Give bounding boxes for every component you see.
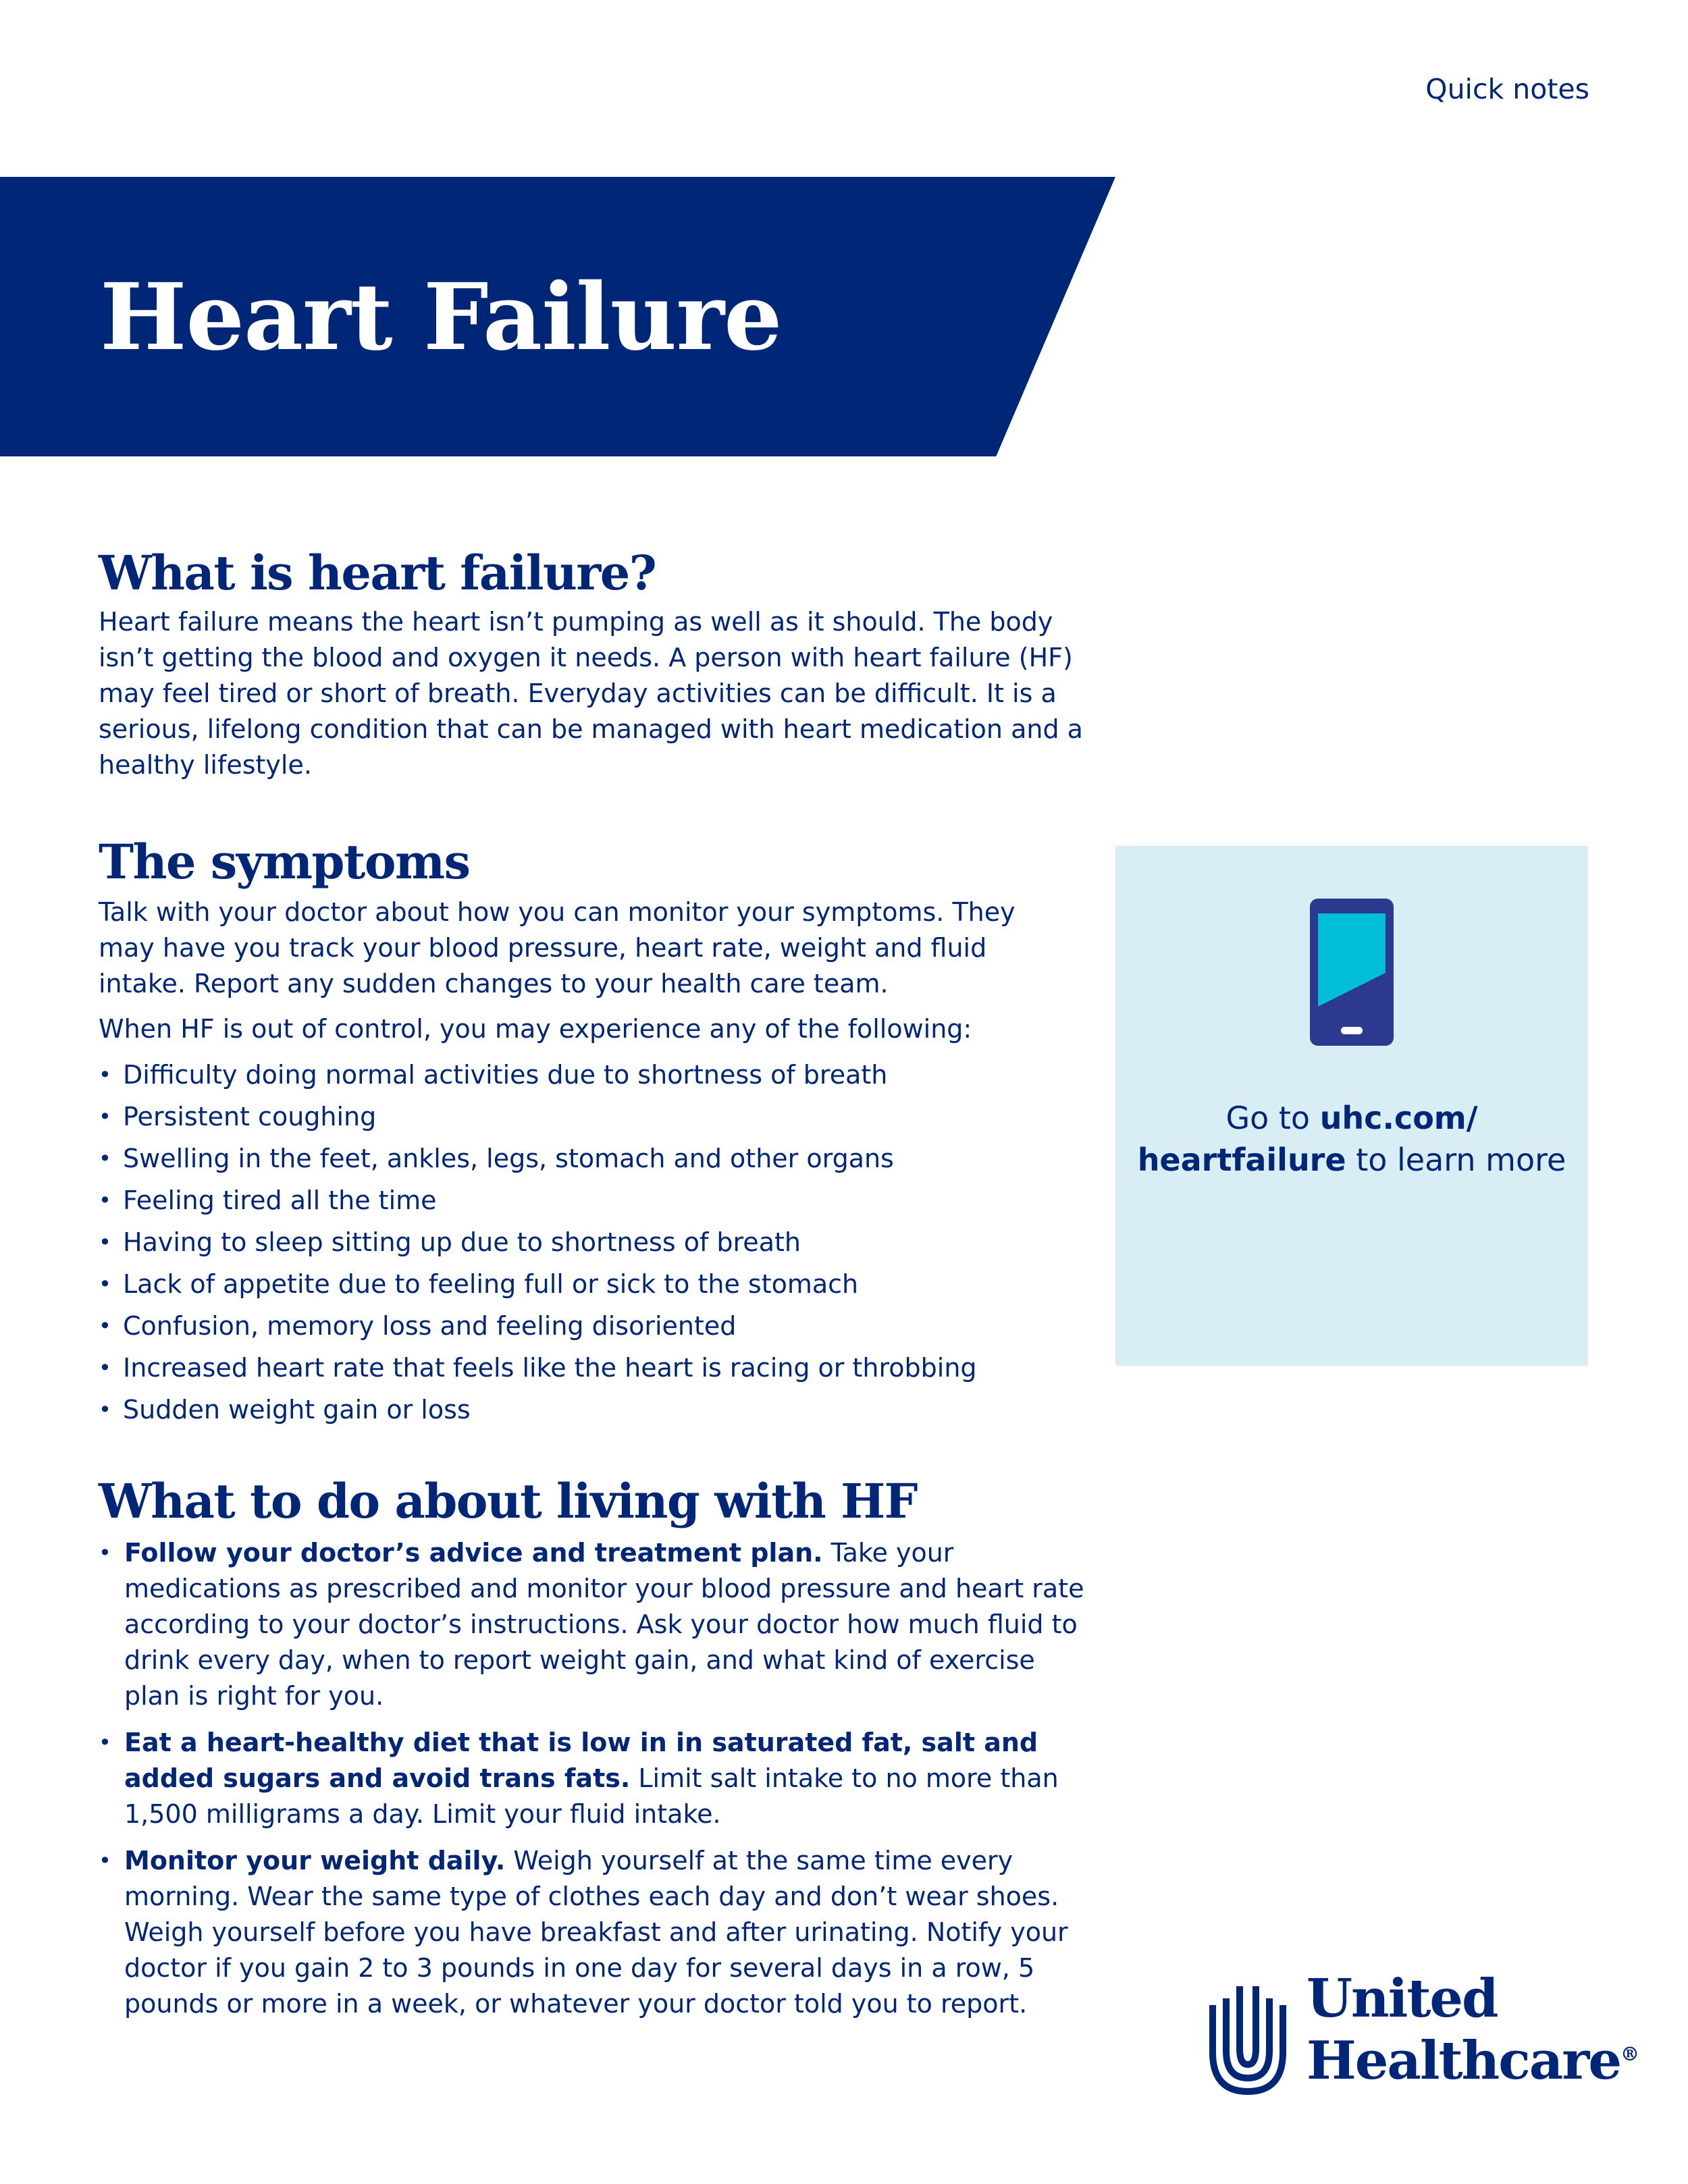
unitedhealthcare-logo <box>1209 1968 1638 2100</box>
advice-bold: Eat a heart-healthy diet that is low in in saturated fat, salt and added sugars and avoid trans fats. <box>124 1728 1038 1793</box>
list-item: • Having to sleep sitting up due to shortness of breath <box>99 1221 1078 1263</box>
callout-link-part2[interactable]: heartfailure <box>1137 1142 1346 1178</box>
advice-text: Limit salt intake to no more than 1,500 milligrams a day. Limit your fluid intake. <box>124 1763 1059 1829</box>
advice-bold: Monitor your weight daily. <box>124 1846 506 1875</box>
callout-text <box>1115 1097 1588 1181</box>
list-item: • Swelling in the feet, ankles, legs, stomach and other organs <box>99 1138 1078 1179</box>
list-item: • Lack of appetite due to feeling full or sick to the stomach <box>99 1263 1078 1305</box>
section-body: Heart failure means the heart isn’t pumping as well as it should. The body isn’t getting the blood and oxygen it needs. A person with heart failure (HF) may feel tired or short of breath. Everyday activities can be difficult. It is a serious, lifelong condition that can be managed with heart medication and a healthy lifestyle. <box>99 607 1083 780</box>
logo-line2-text: Healthcare <box>1307 2030 1620 2092</box>
logo-line2 <box>1307 2027 1638 2092</box>
list-item: • Increased heart rate that feels like the heart is racing or throbbing <box>99 1347 1078 1389</box>
list-item: • Confusion, memory loss and feeling disoriented <box>99 1305 1078 1347</box>
callout-suffix: to learn more <box>1346 1142 1566 1178</box>
section-living-with-hf <box>99 1475 1084 2033</box>
registered-mark: ® <box>1620 2043 1638 2065</box>
advice-bold: Follow your doctor’s advice and treatment plan. <box>124 1538 823 1568</box>
quick-notes-label: Quick notes <box>1425 73 1589 105</box>
logo-line1: United <box>1307 1968 1498 2029</box>
smartphone-icon <box>1310 899 1394 1046</box>
advice-text: Weigh yourself at the same time every morning. Wear the same type of clothes each day and don’t wear shoes. Weigh yourself before you have breakfast and after urinating. Notify your doctor if you gain 2 to 3 pounds in one day for several days in a row, 5 pounds or more in a week, or whatever your doctor told you to report. <box>124 1846 1068 2019</box>
callout-prefix: Go to <box>1225 1100 1320 1136</box>
section-what-is-hf <box>99 547 1084 783</box>
section-heading: What is heart failure? <box>99 545 656 601</box>
symptoms-when: When HF is out of control, you may experience any of the following: <box>99 1014 972 1044</box>
symptoms-intro: Talk with your doctor about how you can monitor your symptoms. They may have you track your blood pressure, heart rate, weight and fluid intake. Report any sudden changes to your health care team. <box>99 897 1016 998</box>
list-item: • Feeling tired all the time <box>99 1179 1078 1221</box>
advice-list <box>99 1535 1084 2022</box>
list-item: • Difficulty doing normal activities due to shortness of breath <box>99 1054 1078 1096</box>
list-item <box>99 1535 1084 1714</box>
page-title: Heart Failure <box>100 263 782 371</box>
list-item <box>99 1843 1084 2022</box>
symptoms-list <box>99 1054 1078 1431</box>
section-symptoms <box>99 836 1078 1431</box>
logo-wordmark <box>1307 1968 1638 2092</box>
list-item: • Sudden weight gain or loss <box>99 1389 1078 1431</box>
list-item: • Persistent coughing <box>99 1096 1078 1138</box>
list-item <box>99 1725 1084 1832</box>
section-heading: The symptoms <box>99 834 470 890</box>
section-heading: What to do about living with HF <box>99 1473 917 1529</box>
callout-link[interactable]: uhc.com/ <box>1319 1100 1478 1136</box>
advice-text: Take your medications as prescribed and monitor your blood pressure and heart rate according to your doctor’s instructions. Ask your doctor how much fluid to drink every day, when to report weight gain, and what kind of exercise plan is right for you. <box>124 1538 1084 1711</box>
learn-more-callout <box>1115 846 1588 1366</box>
uhc-u-mark-icon <box>1209 1978 1287 2096</box>
